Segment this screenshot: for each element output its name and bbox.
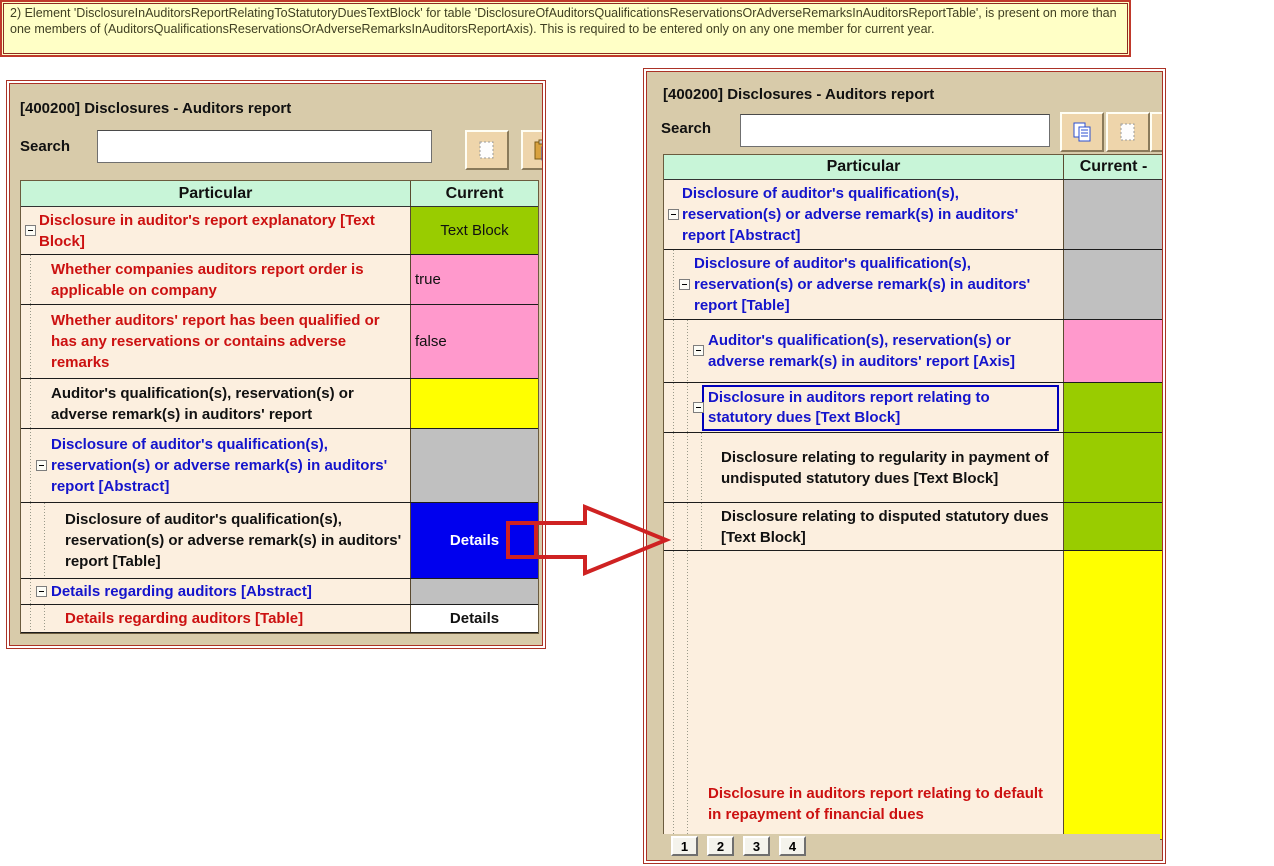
- table-row[interactable]: [21, 503, 538, 579]
- row-particular-cell[interactable]: [21, 429, 410, 502]
- tree-collapse-icon[interactable]: [36, 586, 47, 597]
- row-particular-cell[interactable]: [21, 305, 410, 378]
- toolbar-button-clipped[interactable]: [1150, 112, 1163, 152]
- table-row[interactable]: [664, 503, 1163, 551]
- row-label: Auditor's qualification(s), reservation(s) or adverse remark(s) in auditors' report [Axis]: [708, 332, 1016, 370]
- page-button[interactable]: 1: [671, 836, 698, 856]
- table-row[interactable]: [664, 433, 1163, 503]
- row-label: Disclosure of auditor's qualification(s), reservation(s) or adverse remark(s) in auditors' report [Table]: [694, 255, 1031, 314]
- table-row[interactable]: [664, 551, 1163, 839]
- table-row[interactable]: [21, 605, 538, 633]
- row-value-cell[interactable]: false: [410, 305, 538, 378]
- row-particular-cell[interactable]: [21, 605, 410, 632]
- row-particular-cell[interactable]: [21, 207, 410, 254]
- table-row[interactable]: [664, 180, 1163, 250]
- row-label: Disclosure in auditors report relating to default in repayment of financial dues: [708, 785, 1044, 823]
- row-value-cell[interactable]: [1063, 383, 1163, 432]
- disclosure-table: [20, 180, 539, 634]
- row-particular-cell[interactable]: [664, 433, 1063, 502]
- validation-error-banner: [0, 0, 1131, 57]
- column-header-current: Current -: [1063, 155, 1163, 179]
- table-row[interactable]: [664, 383, 1163, 433]
- paste-button[interactable]: [521, 130, 543, 170]
- table-row[interactable]: [664, 250, 1163, 320]
- row-label: Disclosure relating to disputed statutory dues [Text Block]: [721, 507, 1049, 546]
- disclosure-table: [663, 154, 1163, 840]
- search-label: Search: [661, 120, 712, 137]
- search-input[interactable]: [97, 130, 432, 163]
- row-particular-cell[interactable]: [664, 383, 1063, 432]
- table-row[interactable]: [21, 255, 538, 305]
- table-row[interactable]: [21, 207, 538, 255]
- page-button[interactable]: 3: [743, 836, 770, 856]
- row-value-cell[interactable]: Text Block: [410, 207, 538, 254]
- column-header-particular: Particular: [178, 184, 253, 202]
- table-row[interactable]: [21, 305, 538, 379]
- row-particular-cell[interactable]: [21, 255, 410, 304]
- row-label: Auditor's qualification(s), reservation(s) or adverse remark(s) in auditors' report: [51, 384, 354, 423]
- row-label: Disclosure relating to regularity in payment of undisputed statutory dues [Text Block]: [721, 448, 1049, 487]
- row-value-cell[interactable]: [410, 379, 538, 428]
- row-value-cell[interactable]: [1063, 551, 1163, 839]
- page-title: [400200] Disclosures - Auditors report: [663, 86, 935, 103]
- tree-collapse-icon[interactable]: [679, 279, 690, 290]
- table-row[interactable]: [21, 429, 538, 503]
- search-input[interactable]: [740, 114, 1050, 147]
- page-title: [400200] Disclosures - Auditors report: [20, 100, 292, 117]
- row-label: Details regarding auditors [Table]: [65, 610, 304, 627]
- copy-icon: [1071, 121, 1093, 143]
- table-header-row: [664, 155, 1163, 180]
- row-label: Disclosure of auditor's qualification(s), reservation(s) or adverse remark(s) in auditors' report [Abstract]: [51, 436, 388, 495]
- new-document-button[interactable]: [1106, 112, 1150, 152]
- tree-collapse-icon[interactable]: [693, 402, 704, 413]
- document-icon: [476, 139, 498, 161]
- row-label: Disclosure of auditor's qualification(s), reservation(s) or adverse remark(s) in auditors' report [Table]: [65, 511, 402, 570]
- row-value-cell[interactable]: [1063, 180, 1163, 249]
- page-button[interactable]: 2: [707, 836, 734, 856]
- row-label: Disclosure in auditors report relating to statutory dues [Text Block]: [702, 385, 1059, 431]
- tree-collapse-icon[interactable]: [668, 209, 679, 220]
- new-document-button[interactable]: [465, 130, 509, 170]
- row-value-cell[interactable]: Details: [410, 605, 538, 632]
- tree-collapse-icon[interactable]: [693, 345, 704, 356]
- row-value-cell[interactable]: true: [410, 255, 538, 304]
- row-value-cell[interactable]: [1063, 503, 1163, 550]
- row-particular-cell[interactable]: [664, 503, 1063, 550]
- pagination: [649, 834, 1160, 858]
- row-particular-cell[interactable]: [21, 379, 410, 428]
- column-header-current: Current: [410, 181, 538, 206]
- row-label: Whether auditors' report has been qualified or has any reservations or contains adverse remarks: [51, 312, 380, 371]
- left-panel: [9, 83, 543, 646]
- table-header-row: [21, 181, 538, 207]
- search-label: Search: [20, 138, 71, 155]
- row-value-cell[interactable]: [1063, 433, 1163, 502]
- row-value-cell[interactable]: [1063, 320, 1163, 382]
- validation-error-text: 2) Element 'DisclosureInAuditorsReportRelatingToStatutoryDuesTextBlock' for table 'DisclosureOfAuditorsQualificationsReservationsOrAdverseRemarksInAuditorsReportTable', is present on more than one members of (AuditorsQualificationsReservationsOrAdverseRemarksInAuditorsReportAxis). This is required to be entered only on any one member for current year.: [10, 6, 1117, 36]
- right-panel: [646, 71, 1163, 861]
- tree-collapse-icon[interactable]: [36, 460, 47, 471]
- row-label: Details regarding auditors [Abstract]: [51, 583, 312, 600]
- table-row[interactable]: [664, 320, 1163, 383]
- row-label: Disclosure in auditor's report explanatory [Text Block]: [39, 211, 375, 250]
- row-value-cell[interactable]: [1063, 250, 1163, 319]
- row-label: Whether companies auditors report order is applicable on company: [51, 260, 364, 299]
- row-particular-cell[interactable]: [664, 250, 1063, 319]
- table-row[interactable]: [21, 579, 538, 605]
- column-header-particular: Particular: [826, 158, 901, 175]
- row-value-cell[interactable]: [410, 579, 538, 604]
- paste-icon: [532, 139, 543, 161]
- tree-collapse-icon[interactable]: [25, 225, 36, 236]
- row-label: Disclosure of auditor's qualification(s), reservation(s) or adverse remark(s) in auditors' report [Abstract]: [682, 185, 1019, 244]
- page-button[interactable]: 4: [779, 836, 806, 856]
- row-particular-cell[interactable]: [21, 503, 410, 578]
- row-particular-cell[interactable]: [21, 579, 410, 604]
- document-icon: [1117, 121, 1139, 143]
- table-row[interactable]: [21, 379, 538, 429]
- row-particular-cell[interactable]: [664, 551, 1063, 839]
- row-value-cell[interactable]: [410, 429, 538, 502]
- row-particular-cell[interactable]: [664, 180, 1063, 249]
- copy-button[interactable]: [1060, 112, 1104, 152]
- row-value-cell[interactable]: Details: [410, 503, 538, 578]
- row-particular-cell[interactable]: [664, 320, 1063, 382]
